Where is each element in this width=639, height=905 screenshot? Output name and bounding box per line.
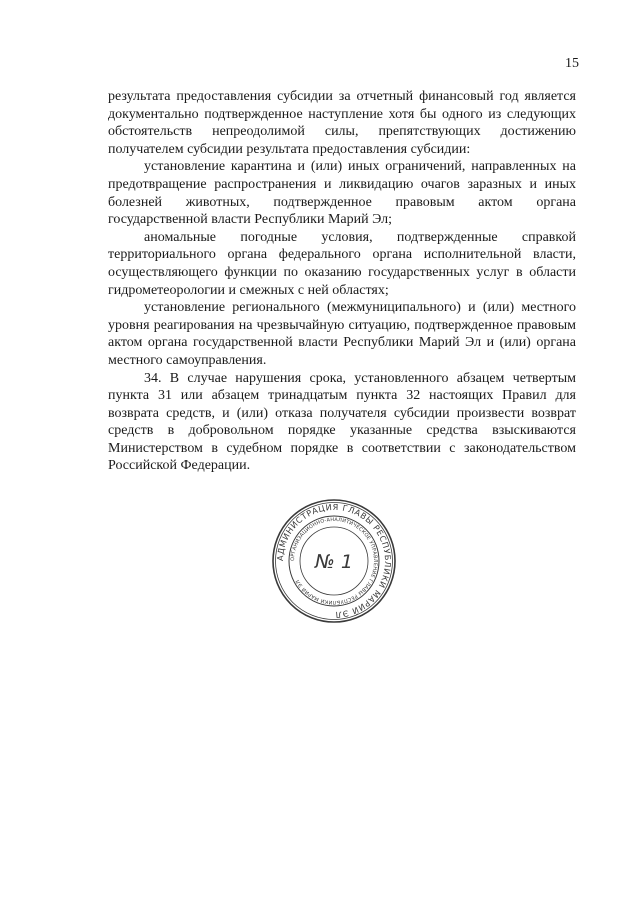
document-body <box>108 88 576 475</box>
paragraph-34-refund: 34. В случае нарушения срока, установленного абзацем четвертым пункта 31 или абзацем тринадцатым пункта 32 настоящих Правил для возврата средств, и (или) отказа получателя субсидии произвести возврат средств в добровольном порядке указанные средства взыскиваются Министерством в судебном порядке в соответствии с законодательством Российской Федерации. <box>108 370 576 474</box>
paragraph-emergency: установление регионального (межмуниципального) и (или) местного уровня реагирования на чрезвычайную ситуацию, подтвержденное правовым актом органа государственной власти Республики Марий Эл и (или) органа местного самоуправления. <box>108 300 576 368</box>
official-seal-stamp <box>270 497 398 625</box>
paragraph-quarantine: установление карантина и (или) иных ограничений, направленных на предотвращение распространения и ликвидацию очагов заразных и иных болезней животных, подтвержденное правовым актом органа государственной власти Республики Марий Эл; <box>108 159 576 228</box>
seal-center-number: № 1 <box>315 551 353 573</box>
seal-inner-text: ОРГАНИЗАЦИОННО-АНАЛИТИЧЕСКОЕ УПРАВЛЕНИЕ ГЛАВЫ РЕСПУБЛИКИ МАРИЙ ЭЛ <box>289 516 379 606</box>
seal-outer-text: АДМИНИСТРАЦИЯ ГЛАВЫ РЕСПУБЛИКИ МАРИЙ ЭЛ <box>274 501 394 621</box>
page-number: 15 <box>565 56 579 71</box>
seal-graphic <box>270 497 398 625</box>
paragraph-force-majeure-intro: результата предоставления субсидии за отчетный финансовый год является документально подтвержденное наступление хотя бы одного из следующих обстоятельств непреодолимой силы, препятствующих достижению получателем субсидии результата предоставления субсидии: <box>108 89 576 157</box>
paragraph-weather: аномальные погодные условия, подтвержденные справкой территориального органа федерального органа исполнительной власти, осуществляющего функции по оказанию государственных услуг в области гидрометеорологии и смежных с ней областях; <box>108 229 576 298</box>
